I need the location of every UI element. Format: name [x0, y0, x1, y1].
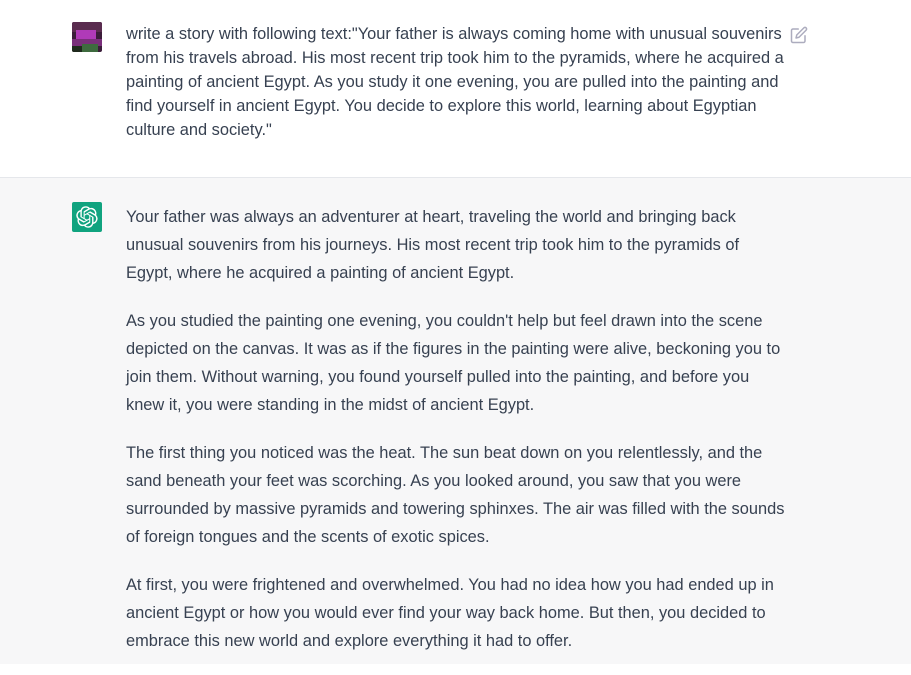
user-avatar [72, 22, 102, 52]
openai-logo-icon [72, 202, 102, 232]
story-paragraph: Your father was always an adventurer at heart, traveling the world and bringing back unusual souvenirs from his journeys. His most recent trip took him to the pyramids of Egypt, where he acquired a painting of ancient Egypt. [126, 208, 740, 282]
user-message [0, 0, 911, 178]
story-paragraph: At first, you were frightened and overwhelmed. You had no idea how you had ended up in ancient Egypt or how you would ever find your way back home. But then, you decided to embrace this new world and explore everything it had to offer. [126, 576, 774, 650]
story-paragraph: As you studied the painting one evening, you couldn't help but feel drawn into the scene depicted on the canvas. It was as if the figures in the painting were alive, beckoning you to join them. Without warning, you found yourself pulled into the painting, and before you knew it, you were standing in the midst of ancient Egypt. [126, 312, 781, 414]
edit-icon[interactable] [790, 26, 808, 44]
assistant-message [0, 178, 911, 664]
user-message-text: write a story with following text:"Your father is always coming home with unusual souvenirs from his travels abroad. His most recent trip took him to the pyramids, where he acquired a painting of ancient Egypt. As you study it one evening, you are pulled into the painting and find yourself in ancient Egypt. You decide to explore this world, learning about Egyptian culture and society." [126, 25, 784, 139]
story-paragraph: The first thing you noticed was the heat. The sun beat down on you relentlessly, and the sand beneath your feet was scorching. As you looked around, you saw that you were surrounded by massive pyramids and towering sphinxes. The air was filled with the sounds of foreign tongues and the scents of exotic spices. [126, 444, 785, 546]
assistant-message-text [126, 203, 786, 675]
